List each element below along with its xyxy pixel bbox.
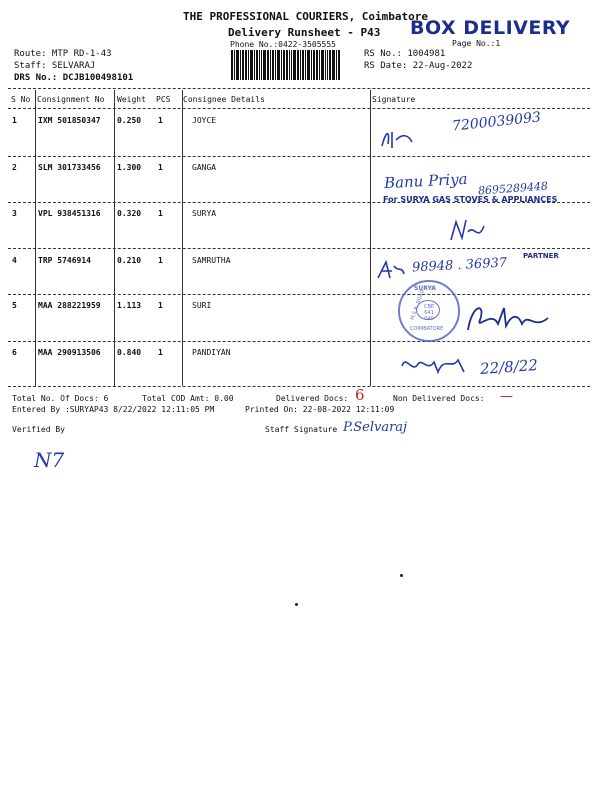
signature-row3: [448, 216, 488, 248]
table-bottom-rule: [8, 386, 590, 387]
staff-signature-hand: P.Selvaraj: [343, 420, 408, 435]
row-rule: [8, 294, 590, 295]
row-consignee: SURYA: [192, 209, 217, 218]
row-consignee: JOYCE: [192, 116, 217, 125]
row-weight: 1.300: [117, 163, 142, 172]
col-signature: Signature: [372, 95, 416, 104]
signature-scribble-icon: [448, 216, 488, 244]
row-pcs: 1: [158, 163, 163, 172]
col-pcs: PCS: [156, 95, 171, 104]
scan-speck: [400, 574, 403, 577]
row-weight: 0.840: [117, 348, 142, 357]
signature-name-2: Banu Priya: [383, 169, 468, 193]
shop-stamp: For SURYA GAS STOVES & APPLIANCES: [383, 195, 558, 204]
row-weight: 0.210: [117, 256, 142, 265]
stamp-top-text: SURYA: [414, 285, 436, 292]
row-weight: 0.320: [117, 209, 142, 218]
col-weight: Weight: [117, 95, 146, 104]
signature-row6: [398, 350, 478, 382]
row-rule: [8, 341, 590, 342]
row-sno: 6: [12, 348, 17, 357]
stamp-bottom-text: COIMBATORE: [410, 326, 444, 332]
row-consignee: PANDIYAN: [192, 348, 231, 357]
col-sno: S No: [11, 95, 31, 104]
signature-row5: [462, 300, 552, 340]
signature-scribble-icon: [378, 128, 418, 150]
row-weight: 1.113: [117, 301, 142, 310]
verified-initials: N7: [34, 448, 65, 472]
non-delivered-docs-value: —: [500, 389, 513, 404]
entered-by: Entered By :SURYAP43 8/22/2022 12:11:05 PM: [12, 405, 215, 414]
row-sno: 4: [12, 256, 17, 265]
scan-speck: [295, 603, 298, 606]
verified-by-label: Verified By: [12, 425, 65, 434]
round-stamp: [398, 280, 460, 342]
delivered-docs-value: 6: [355, 386, 365, 404]
staff-name: Staff: SELVARAJ: [14, 61, 96, 71]
row-pcs: 1: [158, 116, 163, 125]
row-pcs: 1: [158, 301, 163, 310]
box-delivery-stamp: BOX DELIVERY: [410, 17, 571, 39]
row-sno: 2: [12, 163, 17, 172]
col-consignment: Consignment No: [37, 95, 105, 104]
signature-scribble-icon: [462, 300, 552, 336]
signature-phone-2: 8695289448: [477, 179, 549, 198]
row-sno: 1: [12, 116, 17, 125]
row-pcs: 1: [158, 348, 163, 357]
signature-date-6: 22/8/22: [479, 356, 539, 378]
signature-row4: [376, 258, 406, 286]
header-bottom-rule: [8, 108, 590, 109]
total-cod: Total COD Amt: 0.00: [142, 394, 234, 403]
staff-signature-label: Staff Signature: [265, 425, 338, 434]
signature-phone-4: 98948 . 36937: [411, 255, 508, 276]
signature-scribble-icon: [376, 258, 406, 282]
header-top-rule: [8, 88, 590, 89]
runsheet-title: Delivery Runsheet - P43: [228, 26, 381, 39]
row-consignment: VPL 938451316: [38, 209, 101, 218]
drs-number: DRS No.: DCJB100498101: [14, 73, 134, 83]
row-pcs: 1: [158, 256, 163, 265]
route: Route: MTP RD-1-43: [14, 49, 112, 59]
signature-scribble-icon: [398, 350, 478, 378]
row-consignment: IXM 501850347: [38, 116, 101, 125]
row-consignment: MAA 290913506: [38, 348, 101, 357]
phone-number: Phone No.:0422-3505555: [230, 40, 336, 49]
rs-number: RS No.: 1004981: [364, 49, 446, 59]
col-consignee: Consignee Details: [183, 95, 265, 104]
non-delivered-docs-label: Non Delivered Docs:: [393, 394, 485, 403]
total-docs: Total No. Of Docs: 6: [12, 394, 109, 403]
row-sno: 5: [12, 301, 17, 310]
signature-phone-1: 7200039093: [451, 109, 542, 135]
stamp-inner-ring: [416, 300, 440, 320]
stamp-center-text: CBE 641 040: [423, 304, 435, 322]
row-consignee: GANGA: [192, 163, 217, 172]
barcode: [231, 50, 356, 80]
delivered-docs-label: Delivered Docs:: [276, 394, 349, 403]
page-number: Page No.:1: [452, 39, 501, 48]
rs-date: RS Date: 22-Aug-2022: [364, 61, 473, 71]
partner-label: PARTNER: [523, 252, 559, 260]
row-consignment: MAA 288221959: [38, 301, 101, 310]
row-weight: 0.250: [117, 116, 142, 125]
row-consignment: SLM 301733456: [38, 163, 101, 172]
signature-initials: [378, 128, 418, 154]
row-rule: [8, 248, 590, 249]
row-sno: 3: [12, 209, 17, 218]
printed-on: Printed On: 22-08-2022 12:11:09: [245, 405, 395, 414]
row-consignee: SURI: [192, 301, 212, 310]
row-consignment: TRP 5746914: [38, 256, 91, 265]
stamp-left-text: M.S.R. ROAD: [409, 289, 427, 321]
company-name: THE PROFESSIONAL COURIERS, Coimbatore: [183, 10, 429, 23]
row-pcs: 1: [158, 209, 163, 218]
row-consignee: SAMRUTHA: [192, 256, 231, 265]
row-rule: [8, 156, 590, 157]
